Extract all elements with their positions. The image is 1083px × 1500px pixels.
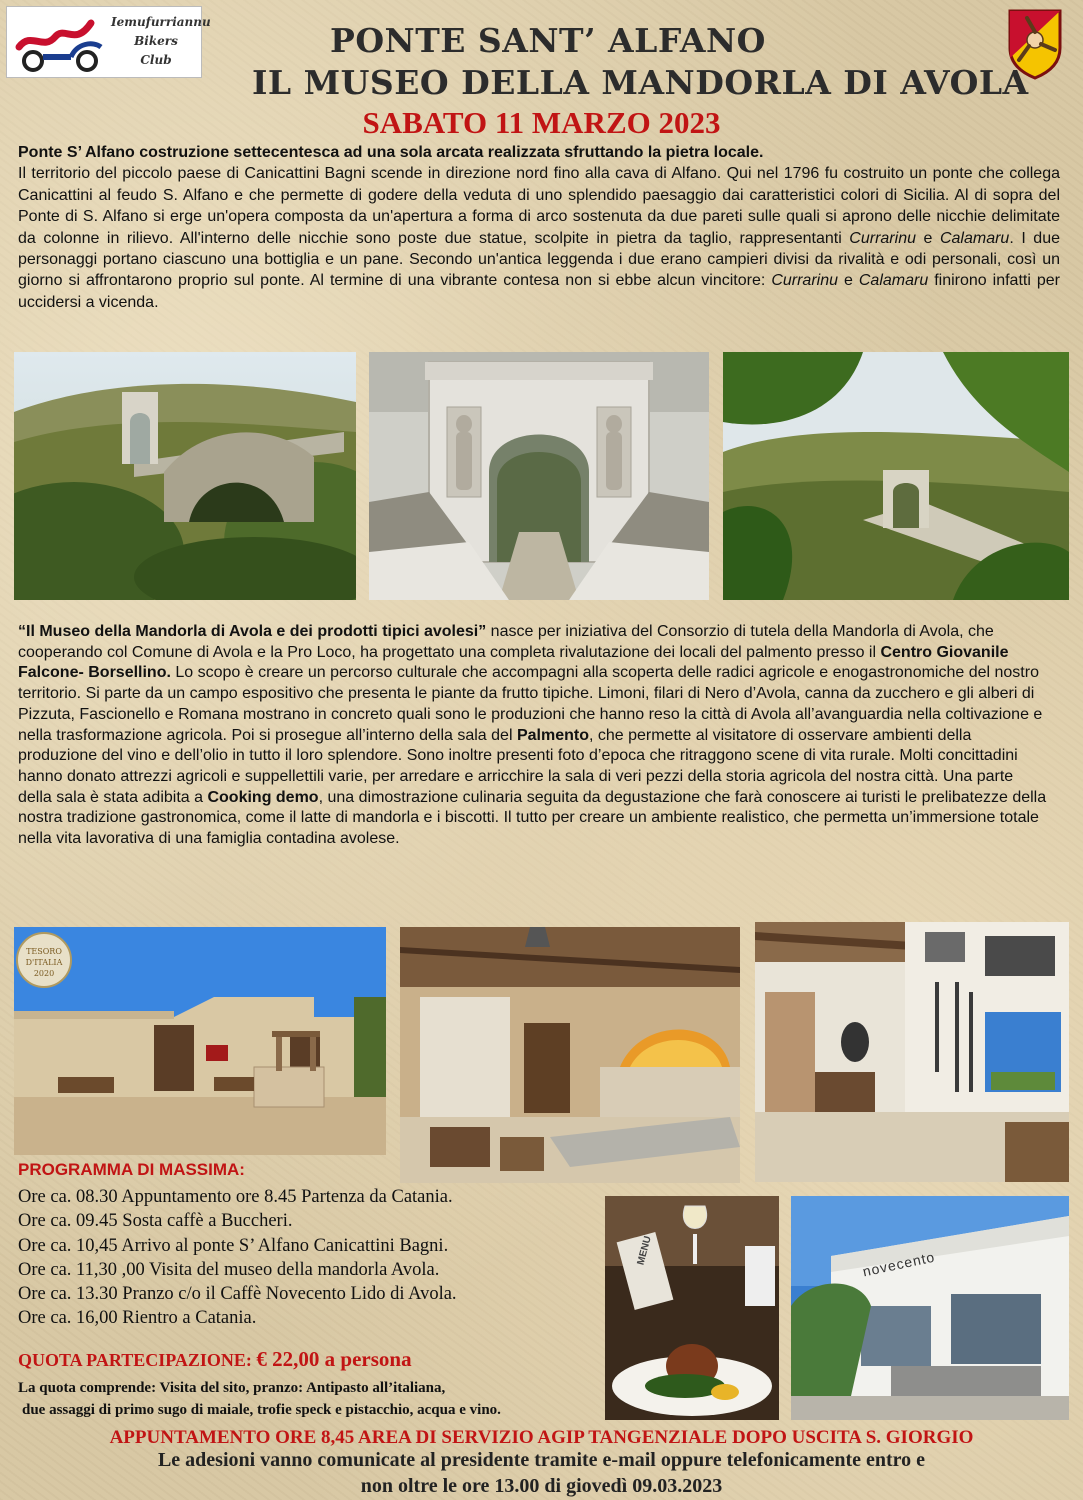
programma-item: Ore ca. 08.30 Appuntamento ore 8.45 Partenza da Catania. [18,1187,453,1207]
club-name-line3: Club [140,53,172,67]
programma-item: Ore ca. 09.45 Sosta caffè a Buccheri. [18,1211,293,1232]
museum-text-4: , una dimostrazione culinaria seguita da degustazione che farà conoscere ai turisti le prelibatezze della nostra tradizione gastronomica, come il latte di mandorla e i biscotti. Il tutto per creare un ambiente realistico, che permetta un’immersione totale nella vita lavorativa di una famiglia contadina avolese. [18,788,1047,848]
programma-title: PROGRAMMA DI MASSIMA: [18,1160,245,1179]
conjunction: e [838,272,859,290]
page-title-line2: IL MUSEO DELLA MANDORLA DI AVOLA [252,63,1029,102]
museum-bold-3: Cooking demo [207,788,319,806]
menu-card: MENU [635,1234,654,1267]
quota-amount: € 22,00 a persona [256,1347,412,1371]
badge-line1: TESORO [26,947,62,956]
photo-bridge-figleaves [723,352,1069,600]
intro-text-a: Il territorio del piccolo paese di Canicattini Bagni scende in direzione nord fino alla cava di Alfano. Qui nel 1796 fu costruito un ponte che collega Canicattini al feudo S. Alfano e che permette di godere della veduta di uno splendido paesaggio dai caratteristici colori di Sicilia. Al di sopra del Ponte di S. Alfano si erge un'opera composta da un'apertura a forma di arco sostenuta da due pareti sulle quali si aprono delle nicchie delimitate da colonne in rilievo. All'interno delle nicchie sono poste due statue, scolpite in pietra da taglio, rappresentanti [18,165,1060,247]
adesioni-line1: Le adesioni vanno comunicate al presidente tramite e-mail oppure telefonicamente entro e [157,1449,926,1471]
intro-text-b: . I due personaggi portano ciascuno una bottiglia e un pane. Secondo un'antica leggenda i due erano campieri divisi da rivalità e odi personali, così un giorno si affrontarono proprio sul ponte. Al termine di una vibrante contesa non si ebbe alcun vincitore: [18,229,1060,290]
photo-food-wine [605,1196,779,1420]
statue-name: Currarinu [849,229,916,247]
event-date: SABATO 11 MARZO 2023 [362,105,721,140]
motorcycle-icon [13,17,109,73]
adesioni-line2: non oltre le ore 13.00 di giovedì 09.03.2023 [360,1475,723,1497]
statue-name: Calamaru [939,229,1010,247]
museum-text-2: Lo scopo è creare un percorso culturale che accompagni alla scoperta delle radici agricole e enogastronomiche del nostro territorio. Si parte da un campo espositivo che presenta le piante da frutto tipiche. Limoni, filari di Nero d’Avola, canna da zucchero e gli alberi di Pizzuta, Fascionello e Romana mostrano in concreto quali sono le produzioni che hanno reso la città di Avola all’avanguardia nella coltivazione e nella trasformazione agricola. Poi si prosegue all’interno della sala del [18,664,1043,744]
photo-palmento-interior [400,927,740,1183]
quota-label: QUOTA PARTECIPAZIONE: [18,1350,257,1370]
quota-partecipazione [18,1347,412,1372]
programma-item: Ore ca. 11,30 ,00 Visita del museo della mandorla Avola. [18,1259,440,1280]
programma-list [18,1185,457,1331]
club-name-line2: Bikers [134,34,178,48]
museum-text-3: , che permette al visitatore di osservare ambienti della produzione del vino e dell’olio in tutto il loro splendore. Sono inoltre presenti foto d’epoca che ritraggono scene di vita rurale. Molti concittadini hanno donato attrezzi agricoli e suppellettili varie, per arredare e arricchire la sala di veri pezzi della storia agricola del nostra città. Una parte della sala è stata adibita a [18,726,1018,806]
includes-line2: due assaggi di primo sugo di maiale, trofie speck e pistacchio, acqua e vino. [22,1402,501,1418]
museum-lead: “Il Museo della Mandorla di Avola e dei prodotti tipici avolesi” [18,623,487,640]
museum-text-1: nasce per iniziativa del Consorzio di tutela della Mandorla di Avola, che cooperando col Comune di Avola e la Pro Loco, ha progettato una completa rivalutazione dei locali del palmento presso il [18,623,994,661]
intro-paragraph [18,142,1060,313]
includes-line1: La quota comprende: Visita del sito, pranzo: Antipasto all’italiana, [18,1380,446,1396]
conjunction: e [915,229,940,247]
intro-text-c: finirono infatti per uccidersi a vicenda. [18,272,1060,311]
statue-name: Calamaru [858,272,929,290]
intro-body [18,163,1060,313]
programma-item: Ore ca. 13.30 Pranzo c/o il Caffè Novecento Lido di Avola. [18,1284,457,1305]
museum-paragraph [18,622,1048,850]
statue-name: Currarinu [771,272,838,290]
club-name-line1: Iemufurriannu [111,15,211,29]
photo-arch-statues [369,352,709,600]
badge-line3: 2020 [33,969,55,978]
club-logo [6,6,211,78]
photo-novecento-exterior [791,1196,1069,1420]
programma-item: Ore ca. 16,00 Rientro a Catania. [18,1308,257,1329]
tesoro-italia-badge [16,932,72,988]
programma-item: Ore ca. 10,45 Arrivo al ponte S’ Alfano Canicattini Bagni. [18,1235,449,1256]
intro-lead: Ponte S’ Alfano costruzione settecentesca ad una sola arcata realizzata sfruttando la pietra locale. [18,144,764,161]
quota-includes [18,1377,618,1421]
museum-bold-2: Palmento [516,726,589,744]
museum-bold-1: Centro Giovanile Falcone- Borsellino. [18,643,1009,682]
appuntamento-line: APPUNTAMENTO ORE 8,45 AREA DI SERVIZIO AGIP TANGENZIALE DOPO USCITA S. GIORGIO [109,1427,974,1448]
restaurant-sign: novecento [861,1248,937,1280]
page-title-line1: PONTE SANT’ ALFANO [330,21,766,60]
photo-bridge-valley [14,352,356,600]
photo-museum-gallery [755,922,1069,1182]
adesioni-text [20,1447,1063,1499]
badge-line2: D'ITALIA [25,958,63,967]
